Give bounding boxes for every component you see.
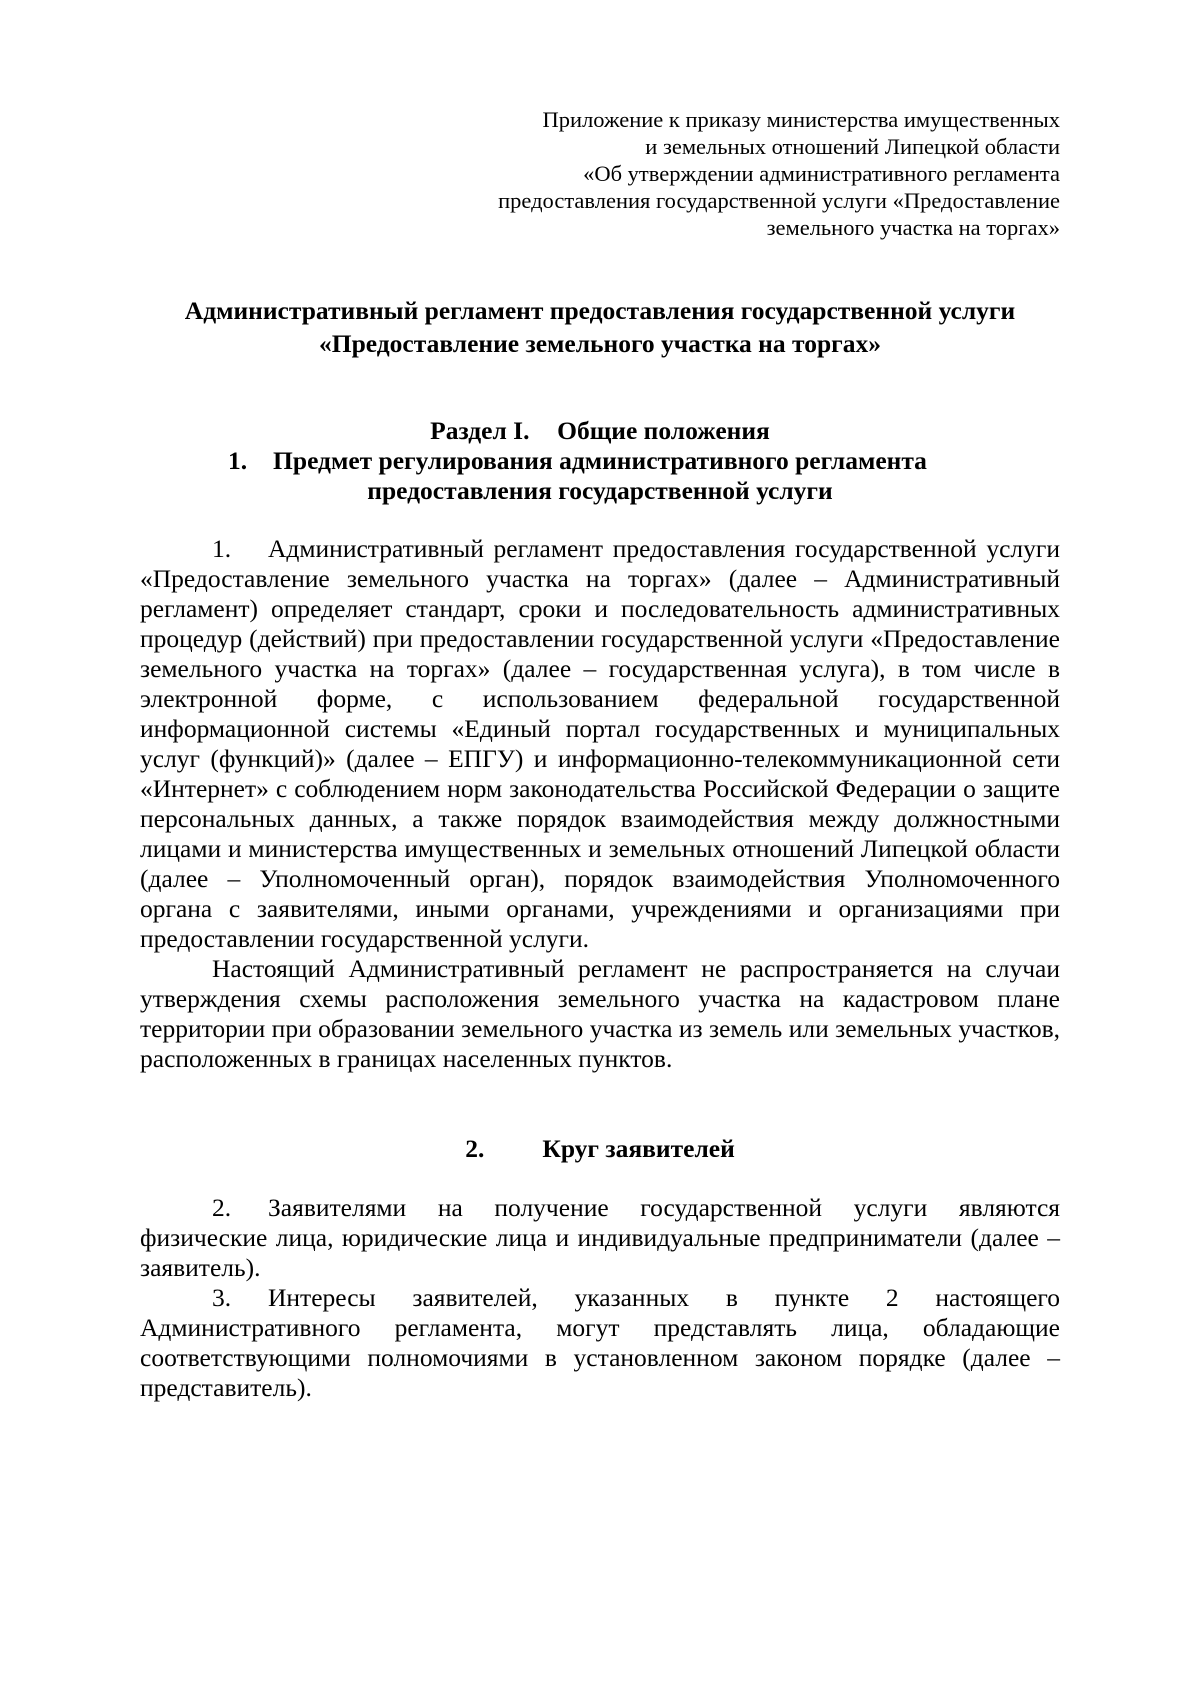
subsection-title-line: Предмет регулирования административного регламента bbox=[273, 446, 927, 475]
appendix-line: «Об утверждении административного регламента bbox=[583, 161, 1060, 186]
subsection-heading-2 bbox=[140, 1134, 1060, 1164]
section-name: Общие положения bbox=[557, 416, 770, 445]
document-title-line: Административный регламент предоставления государственной услуги bbox=[184, 296, 1016, 325]
body-section-2 bbox=[140, 1193, 1060, 1403]
paragraph-text: Заявителями на получение государственной услуги являются физические лица, юридические лица и индивидуальные предприниматели (далее – заявитель). bbox=[140, 1193, 1060, 1282]
document-title bbox=[140, 294, 1060, 360]
body-section-1 bbox=[140, 534, 1060, 1074]
paragraph-text: Интересы заявителей, указанных в пункте 2 настоящего Административного регламента, могут представлять лица, обладающие соответствующими полномочиями в установленном законом порядке (далее – представитель). bbox=[140, 1283, 1060, 1402]
paragraph-text: Настоящий Административный регламент не распространяется на случаи утверждения схемы расположения земельного участка на кадастровом плане территории при образовании земельного участка из земель или земельных участков, расположенных в границах населенных пунктов. bbox=[140, 954, 1060, 1073]
paragraph-number: 2. bbox=[212, 1193, 232, 1222]
section-heading bbox=[140, 416, 1060, 446]
paragraph bbox=[140, 1283, 1060, 1403]
subsection-title-line: предоставления государственной услуги bbox=[367, 476, 833, 505]
paragraph bbox=[140, 534, 1060, 954]
subsection-number: 1. bbox=[228, 446, 248, 475]
appendix-line: земельного участка на торгах» bbox=[766, 215, 1060, 240]
section-number: Раздел I. bbox=[430, 416, 530, 445]
appendix-line: предоставления государственной услуги «Предоставление bbox=[498, 188, 1060, 213]
subsection-title: Круг заявителей bbox=[542, 1134, 735, 1163]
paragraph-number: 3. bbox=[212, 1283, 232, 1312]
appendix-line: и земельных отношений Липецкой области bbox=[645, 134, 1060, 159]
subsection-heading-1 bbox=[140, 446, 1060, 506]
subsection-number: 2. bbox=[465, 1134, 485, 1163]
appendix-line: Приложение к приказу министерства имущественных bbox=[542, 107, 1060, 132]
document-title-line: «Предоставление земельного участка на торгах» bbox=[319, 329, 881, 358]
paragraph-number: 1. bbox=[212, 534, 232, 563]
paragraph-text: Административный регламент предоставления государственной услуги «Предоставление земельного участка на торгах» (далее – Административный регламент) определяет стандарт, сроки и последовательность административных процедур (действий) при предоставлении государственной услуги «Предоставление земельного участка на торгах» (далее – государственная услуга), в том числе в электронной форме, с использованием федеральной государственной информационной системы «Единый портал государственных и муниципальных услуг (функций)» (далее – ЕПГУ) и информационно-телекоммуникационной сети «Интернет» с соблюдением норм законодательства Российской Федерации о защите персональных данных, а также порядок взаимодействия между должностными лицами и министерства имущественных и земельных отношений Липецкой области (далее – Уполномоченный орган), порядок взаимодействия Уполномоченного органа с заявителями, иными органами, учреждениями и организациями при предоставлении государственной услуги. bbox=[140, 534, 1060, 953]
paragraph bbox=[140, 1193, 1060, 1283]
paragraph bbox=[140, 954, 1060, 1074]
appendix-note bbox=[420, 106, 1060, 241]
